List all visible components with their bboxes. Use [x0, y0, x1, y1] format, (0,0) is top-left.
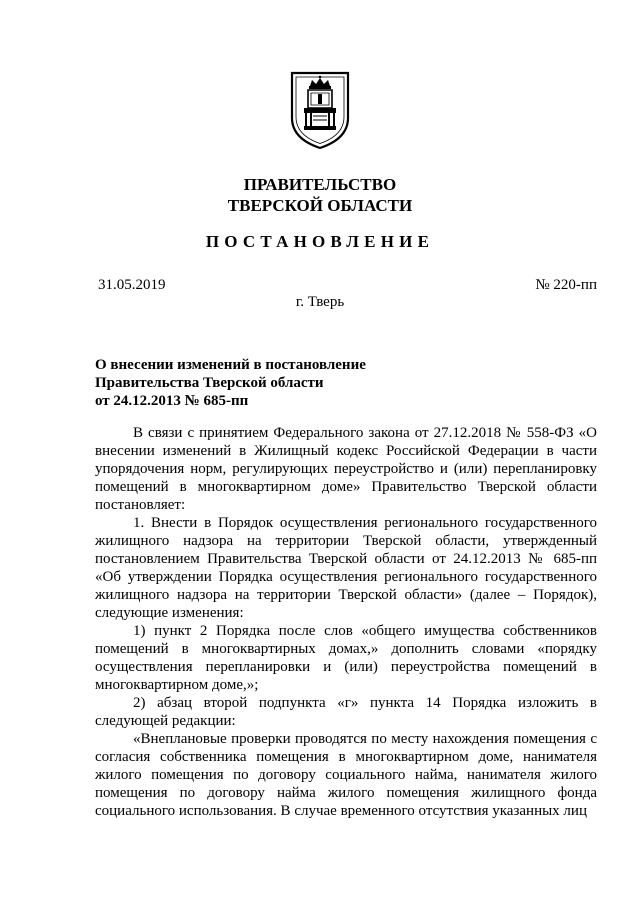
body-paragraph: 1. Внести в Порядок осуществления регионального государственного жилищного надзора на территории Тверской области, утвержденный постановлением Правительства Тверской области от 24.12.2013 № 685-пп «Об утверждении Порядка осуществления регионального государственного жилищного надзора на территории Тверской области» (далее – Порядок), следующие изменения:	[95, 515, 597, 621]
document-type: ПОСТАНОВЛЕНИЕ	[205, 232, 435, 251]
title-line: О внесении изменений в постановление	[95, 357, 366, 373]
title-line: Правительства Тверской области	[95, 375, 324, 391]
document-city: г. Тверь	[295, 294, 345, 310]
coat-of-arms-icon	[289, 70, 351, 150]
document-date: 31.05.2019	[98, 277, 166, 293]
document-title	[95, 356, 415, 410]
body-paragraph: 2) абзац второй подпункта «г» пункта 14 Порядка изложить в следующей редакции:	[95, 695, 597, 729]
body-paragraph: «Внеплановые проверки проводятся по месту нахождения помещения с согласия собственника помещения в многоквартирном доме, нанимателя жилого помещения по договору социального найма, нанимателя жилого помещения по договору найма жилого помещения жилищного фонда социального использования. В случае временного отсутствия указанных лиц	[95, 731, 597, 819]
organization-name-line2: ТВЕРСКОЙ ОБЛАСТИ	[227, 196, 413, 215]
body-paragraph: В связи с принятием Федерального закона от 27.12.2018 № 558-ФЗ «О внесении изменений в Жилищный кодекс Российской Федерации в части упорядочения норм, регулирующих переустройство и (или) перепланировку помещений в многоквартирном доме» Правительство Тверской области постановляет:	[95, 425, 597, 513]
organization-name-line1: ПРАВИТЕЛЬСТВО	[243, 175, 397, 194]
title-line: от 24.12.2013 № 685-пп	[95, 393, 249, 409]
document-number: № 220-пп	[535, 277, 597, 293]
body-paragraph: 1) пункт 2 Порядка после слов «общего имущества собственников помещений в многоквартирных домах,» дополнить словами «порядку осуществления перепланировки и (или) переустройства помещений в многоквартирном доме,»;	[95, 623, 597, 693]
document-body	[95, 424, 597, 820]
